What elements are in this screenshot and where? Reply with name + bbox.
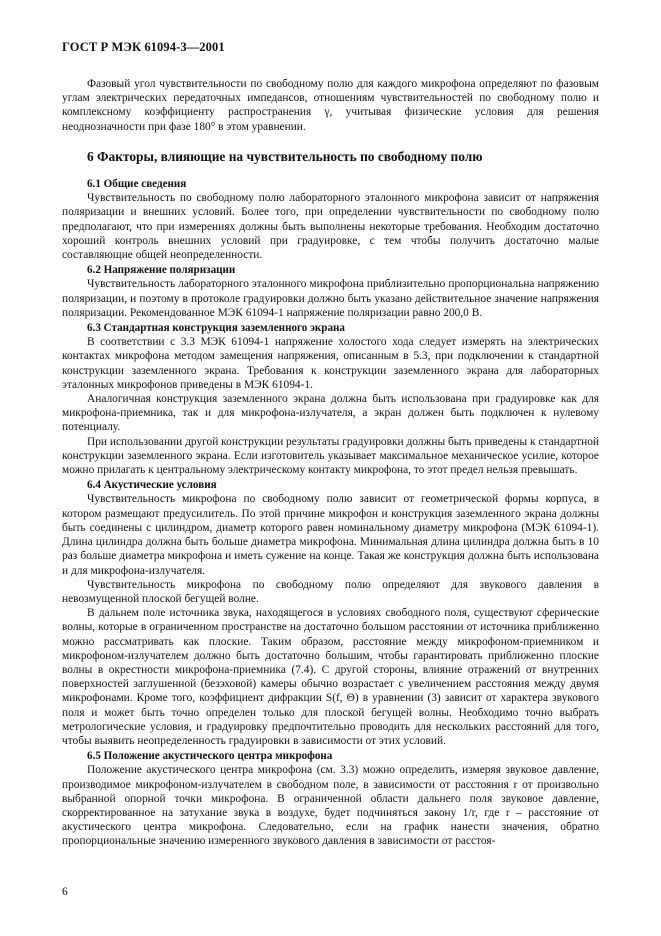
subsection-6-5-paragraph: Положение акустического центра микрофона (см. 3.3) можно определить, измеряя звуковое давление, производимое микрофоном-излучателем в свободном поле, в зависимости от расстояния r от произвольно выбранной опорной точки микрофона. В ограниченной области дальнего поля звуковое давление, скорректированное на затухание звука в воздухе, будет подчиняться закону 1/r, где r – расстояние от акустического центра микрофона. Следовательно, если на график нанести значения, обратно пропорциональные значению измеренного звукового давления в зависимости от расстоя- [62,764,599,848]
subsection-6-2-paragraph: Чувствительность лабораторного эталонного микрофона приблизительно пропорциональна напряжению поляризации, и поэтому в протоколе градуировки должно быть указано действительное значение напряжения поляризации. Рекомендованное МЭК 61094-1 напряжение поляризации равно 200,0 В. [62,278,599,319]
intro-paragraph: Фазовый угол чувствительности по свободному полю для каждого микрофона определяют по фазовым углам электрических передаточных импедансов, отношениям чувствительностей по свободному полю и комплексному коэффициенту распространения γ, учитывая физические условия для решения неоднозначности при фазе 180° в этом уравнении. [62,78,599,133]
page-number: 6 [62,886,68,898]
subsection-6-4-heading: 6.4 Акустические условия [87,479,217,492]
subsection-6-5-heading: 6.5 Положение акустического центра микрофона [87,750,333,763]
subsection-6-4-paragraph-1: Чувствительность микрофона по свободному полю зависит от геометрической формы корпуса, в котором размещают предусилитель. По этой причине микрофон и конструкция заземленного экрана должны быть соединены с цилиндром, диаметр которого равен номинальному диаметру микрофона (МЭК 61094-1). Длина цилиндра должна быть больше диаметра микрофона. Минимальная длина цилиндра должна быть в 10 раз больше диаметра микрофона и иметь сужение на конце. Такая же конструкция должна быть использована и для микрофона-излучателя. [62,493,599,577]
subsection-6-1-paragraph: Чувствительность по свободному полю лабораторного эталонного микрофона зависит от напряжения поляризации и внешних условий. Более того, при определении чувствительности по свободному полю предполагают, что при измерениях должны быть выполнены некоторые требования. Необходим достаточно хороший контроль внешних условий при градуировке, с тем чтобы получить достаточно малые составляющие общей неопределенности. [62,192,599,262]
subsection-6-1-heading: 6.1 Общие сведения [87,178,187,191]
subsection-6-3-paragraph-2: Аналогичная конструкция заземленного экрана должна быть использована при градуировке как для микрофона-приемника, так и для микрофона-излучателя, а экран должен быть подключен к нулевому потенциалу. [62,393,599,434]
subsection-6-3-heading: 6.3 Стандартная конструкция заземленного экрана [87,322,345,335]
document-body [62,77,599,849]
subsection-6-3-paragraph-3: При использовании другой конструкции результаты градуировки должны быть приведены к стандартной конструкции заземленного экрана. Если изготовитель указывает максимальное механическое усилие, которое можно прилагать к центральному электрическому контакту микрофона, то этот предел нельзя превышать. [62,435,599,477]
subsection-6-4-paragraph-3: В дальнем поле источника звука, находящегося в условиях свободного поля, существуют сферические волны, которые в ограниченном пространстве на достаточно большом расстоянии от источника приближенно можно рассматривать как плоские. Таким образом, расстояние между микрофоном-приемником и микрофоном-излучателем должно быть достаточно большим, чтобы гарантировать приближенно плоские волны в окрестности микрофона-приемника (7.4). С другой стороны, влияние отражений от внутренних поверхностей заглушенной (безэховой) камеры обычно возрастает с увеличением расстояния между двумя микрофонами. Кроме того, коэффициент дифракции S(f, Θ) в уравнении (3) зависит от характера звукового поля и может быть точно определен только для плоской бегущей волны. Необходимо точно выбрать метрологические условия, и градуировку предпочтительно проводить для нескольких расстояний для того, чтобы выявить неопределенность градуировки в зависимости от этих условий. [62,607,599,747]
subsection-6-4-paragraph-2: Чувствительность микрофона по свободному полю определяют для звукового давления в невозмущенной плоской бегущей волне. [62,578,599,605]
subsection-6-2-heading: 6.2 Напряжение поляризации [87,264,236,277]
subsection-6-3-paragraph-1: В соответствии с 3.3 МЭК 61094-1 напряжение холостого хода следует измерять на электрических контактах микрофона методом замещения напряжения, описанным в 5.3, при подключении к стандартной конструкции заземленного экрана. Требования к конструкции заземленного экрана для лабораторных эталонных микрофонов приведены в МЭК 61094-1. [62,336,599,391]
page-header-standard-id: ГОСТ Р МЭК 61094-3—2001 [62,40,225,54]
section-6-title: 6 Факторы, влияющие на чувствительность по свободному полю [87,148,483,164]
